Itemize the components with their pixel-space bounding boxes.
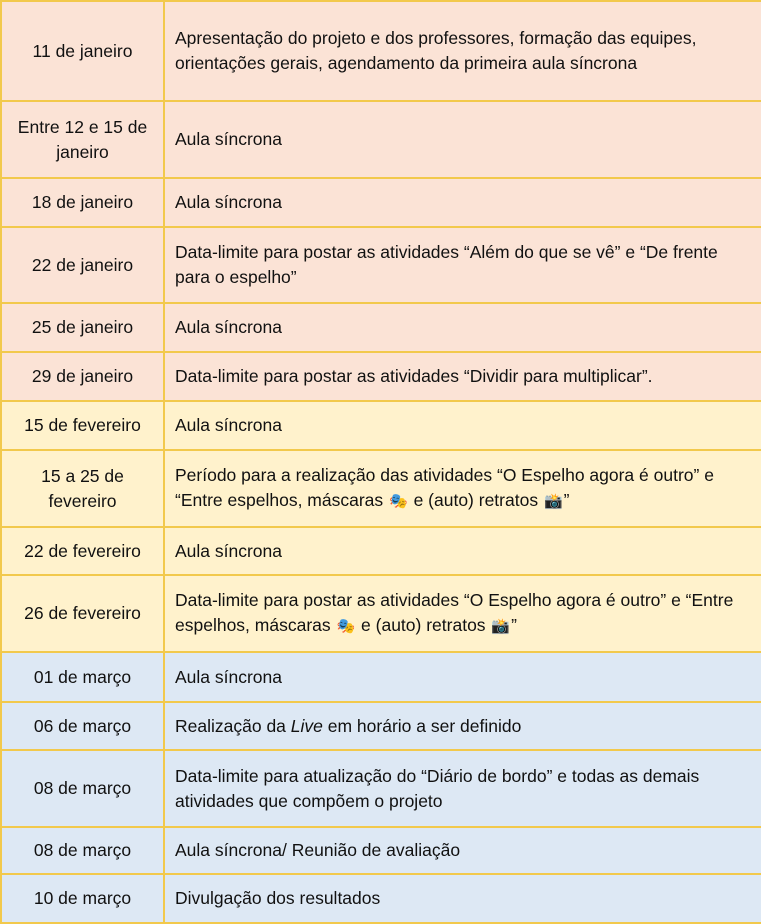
description-text: Aula síncrona	[175, 317, 283, 337]
description-text: Realização da	[175, 715, 291, 736]
description-text: Aula síncrona	[175, 192, 283, 212]
description-text: ”	[511, 615, 517, 635]
schedule-date: 18 de janeiro	[1, 178, 164, 227]
schedule-date: Entre 12 e 15 de janeiro	[1, 101, 164, 178]
description-text: ”	[563, 490, 570, 510]
schedule-description	[164, 827, 761, 874]
schedule-row	[1, 352, 761, 401]
camera-flash-icon: 📸	[543, 493, 563, 510]
description-text: Apresentação do projeto e dos professores, formação das equipes, orientações gerais, agendamento da primeira aula síncrona	[175, 28, 697, 73]
description-text: Data-limite para postar as atividades “Dividir para multiplicar”.	[175, 366, 653, 386]
theater-masks-icon: 🎭	[336, 618, 356, 635]
description-emphasis: Live	[290, 715, 323, 736]
schedule-description	[164, 874, 761, 923]
description-text: Data-limite para atualização do “Diário de bordo” e todas as demais atividades que compõem o projeto	[175, 765, 700, 811]
schedule-row	[1, 178, 761, 227]
description-text: Aula síncrona	[175, 129, 283, 149]
schedule-description	[164, 652, 761, 702]
schedule-date: 25 de janeiro	[1, 303, 164, 352]
schedule-description	[164, 702, 761, 750]
schedule-row	[1, 450, 761, 527]
description-text: em horário a ser definido	[322, 715, 522, 736]
schedule-description	[164, 227, 761, 303]
schedule-date: 22 de janeiro	[1, 227, 164, 303]
schedule-row	[1, 1, 761, 101]
schedule-description	[164, 178, 761, 227]
description-text: Período para a realização das atividades “O Espelho agora é outro” e “Entre espelhos, máscaras	[175, 465, 714, 510]
schedule-description	[164, 450, 761, 527]
description-text: e (auto) retratos	[356, 615, 491, 635]
schedule-description	[164, 101, 761, 178]
schedule-description	[164, 401, 761, 450]
camera-flash-icon: 📸	[491, 618, 511, 635]
description-text: Aula síncrona	[175, 540, 283, 561]
schedule-date: 01 de março	[1, 652, 164, 702]
schedule-date: 08 de março	[1, 827, 164, 874]
description-text: Aula síncrona	[175, 415, 283, 435]
schedule-date: 22 de fevereiro	[1, 527, 164, 575]
schedule-row	[1, 101, 761, 178]
schedule-description	[164, 575, 761, 652]
schedule-description	[164, 527, 761, 575]
schedule-row	[1, 575, 761, 652]
schedule-date: 11 de janeiro	[1, 1, 164, 101]
description-text: Data-limite para postar as atividades “Além do que se vê” e “De frente para o espelho”	[175, 242, 718, 287]
description-text: Data-limite para postar as atividades “O Espelho agora é outro” e “Entre espelhos, máscaras	[175, 590, 734, 635]
schedule-date: 26 de fevereiro	[1, 575, 164, 652]
schedule-date: 15 de fevereiro	[1, 401, 164, 450]
schedule-date: 06 de março	[1, 702, 164, 750]
description-text: Aula síncrona	[175, 666, 283, 687]
schedule-description	[164, 750, 761, 827]
schedule-row	[1, 401, 761, 450]
schedule-description	[164, 352, 761, 401]
schedule-date: 29 de janeiro	[1, 352, 164, 401]
description-text: e (auto) retratos	[408, 490, 543, 510]
schedule-row	[1, 303, 761, 352]
schedule-row	[1, 527, 761, 575]
schedule-date: 08 de março	[1, 750, 164, 827]
schedule-description	[164, 1, 761, 101]
schedule-row	[1, 827, 761, 874]
schedule-date: 10 de março	[1, 874, 164, 923]
description-text: Aula síncrona/ Reunião de avaliação	[175, 840, 461, 860]
schedule-row	[1, 750, 761, 827]
schedule-row	[1, 874, 761, 923]
schedule-row	[1, 227, 761, 303]
description-text: Divulgação dos resultados	[175, 888, 381, 908]
theater-masks-icon: 🎭	[389, 493, 408, 510]
schedule-body	[1, 1, 761, 923]
schedule-row	[1, 702, 761, 750]
schedule-row	[1, 652, 761, 702]
schedule-date: 15 a 25 de fevereiro	[1, 450, 164, 527]
schedule-description	[164, 303, 761, 352]
